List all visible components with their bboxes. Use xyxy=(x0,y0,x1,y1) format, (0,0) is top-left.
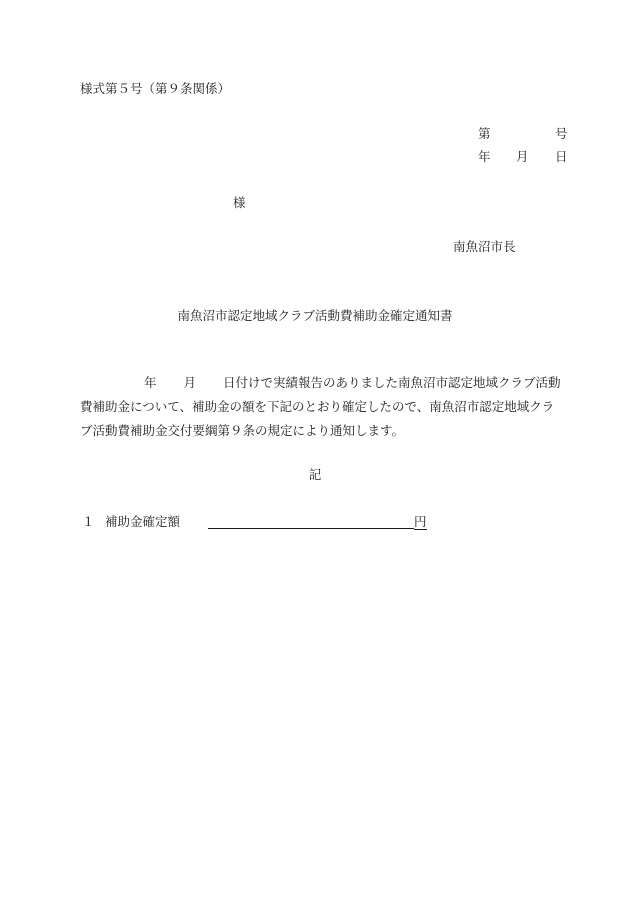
date-day-label: 日 xyxy=(555,149,568,164)
addressee-honorific: 様 xyxy=(233,195,246,210)
issuer-name: 南魚沼市長 xyxy=(453,239,516,254)
document-number-prefix: 第 xyxy=(478,126,491,141)
amount-blank-line xyxy=(208,528,414,529)
body-paragraph-line-1 xyxy=(80,377,561,390)
body-month-label: 月 xyxy=(183,375,197,390)
item-label-confirmed-amount: 補助金確定額 xyxy=(105,514,181,529)
body-year-label: 年 xyxy=(144,375,157,390)
ki-heading: 記 xyxy=(308,467,322,482)
item-unit-yen: 円 xyxy=(414,514,427,529)
date-year-label: 年 xyxy=(478,149,491,164)
document-title: 南魚沼市認定地域クラブ活動費補助金確定通知書 xyxy=(177,308,453,323)
body-paragraph-line-3: ブ活動費補助金交付要綱第９条の規定により通知します。 xyxy=(80,423,405,438)
document-number-suffix: 号 xyxy=(555,126,568,141)
item-number: １ xyxy=(82,514,95,529)
body-paragraph-line-2: 費補助金について、補助金の額を下記のとおり確定したので、南魚沼市認定地域クラ xyxy=(80,399,555,414)
body-line-1-text: 日付けで実績報告のありました南魚沼市認定地域クラブ活動 xyxy=(223,375,561,390)
date-month-label: 月 xyxy=(516,149,529,164)
form-number: 様式第５号（第９条関係） xyxy=(80,81,231,96)
